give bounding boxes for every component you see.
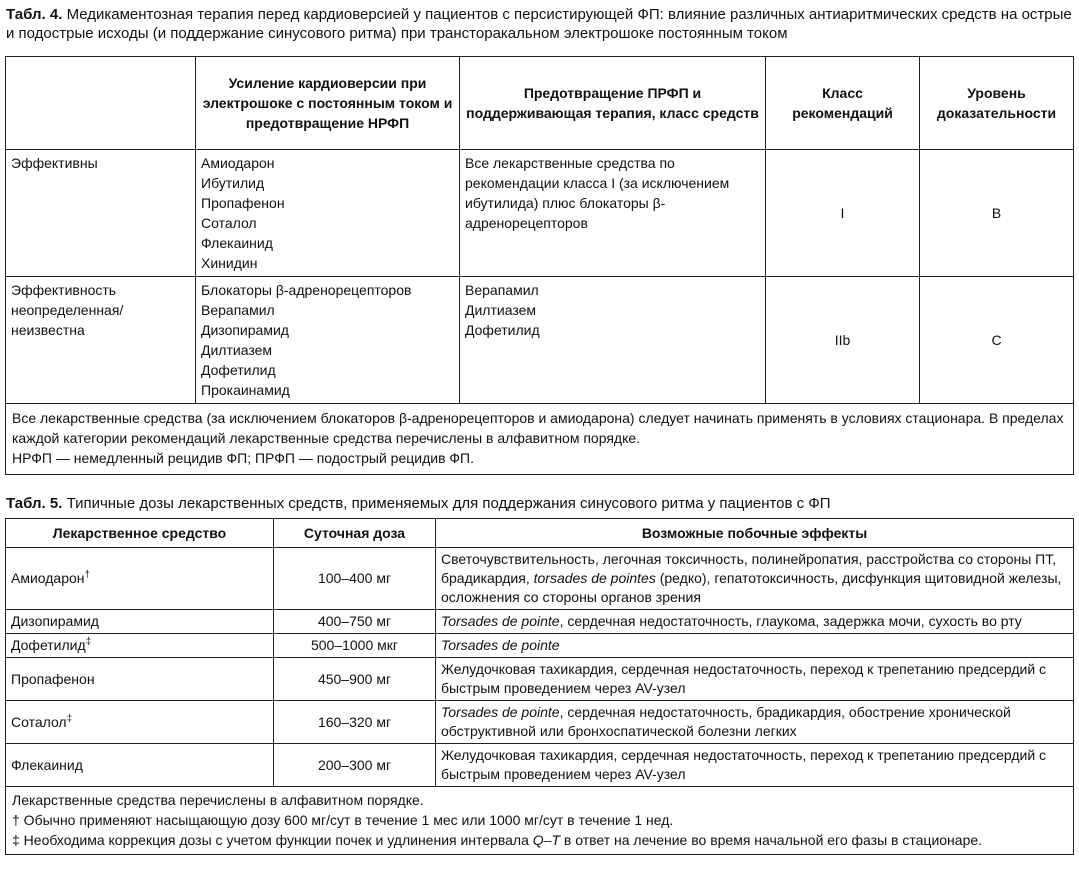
table4-header-class: Класс рекомендаций bbox=[766, 57, 920, 150]
table4-header-level: Уровень доказательности bbox=[920, 57, 1074, 150]
footnote-mark: ‡ bbox=[66, 712, 73, 724]
table4-caption-label: Табл. 4. bbox=[6, 6, 63, 23]
table5-header-drug: Лекарственное средство bbox=[6, 519, 274, 548]
drug-cell bbox=[6, 634, 274, 658]
dose-cell: 160–320 мг bbox=[274, 701, 436, 744]
list-item: Верапамил bbox=[465, 282, 539, 298]
effects-cell bbox=[436, 658, 1074, 701]
table4-note: НРФП — немедленный рецидив ФП; ПРФП — подострый рецидив ФП. bbox=[12, 450, 475, 466]
note-italic: Q–T bbox=[532, 832, 561, 848]
drug-name: Дизопирамид bbox=[11, 613, 99, 629]
table4-notes-row bbox=[6, 404, 1074, 475]
drug-cell bbox=[6, 701, 274, 744]
drug-list bbox=[196, 150, 460, 277]
effects-cell bbox=[436, 548, 1074, 610]
drug-cell bbox=[6, 744, 274, 787]
effects-cell bbox=[436, 634, 1074, 658]
table-row bbox=[6, 548, 1074, 610]
note-text: ‡ Необходима коррекция дозы с учетом функции почек и удлинения интервала bbox=[12, 832, 533, 848]
table4-header-cardioversion: Усиление кардиоверсии при электрошоке с постоянным током и предотвращение НРФП bbox=[196, 57, 460, 150]
table4-notes bbox=[6, 404, 1074, 475]
class-cell: IIb bbox=[766, 277, 920, 404]
table4 bbox=[5, 56, 1074, 475]
table4-note: Все лекарственные средства (за исключением блокаторов β-адренорецепторов и амиодарона) следует начинать применять в условиях стационара. В пределах каждой категории рекомендаций лекарственные средства перечислены в алфавитном порядке. bbox=[12, 410, 1064, 446]
effects-cell bbox=[436, 744, 1074, 787]
drug-name: Флекаинид bbox=[11, 756, 83, 773]
list-item: Соталол bbox=[201, 215, 257, 231]
list-item: Дилтиазем bbox=[465, 302, 537, 318]
effects-text: , сердечная недостаточность, глаукома, задержка мочи, сухость во рту bbox=[559, 613, 1022, 629]
drug-name: Амиодарон bbox=[11, 570, 85, 586]
table-row bbox=[6, 277, 1074, 404]
list-item: Хинидин bbox=[201, 255, 258, 271]
row-label: Эффективность неопределенная/неизвестна bbox=[6, 277, 196, 404]
drug-name: Соталол bbox=[11, 713, 67, 730]
drug-cell bbox=[6, 610, 274, 634]
row-label: Эффективны bbox=[6, 150, 196, 277]
effects-cell bbox=[436, 701, 1074, 744]
level-cell: B bbox=[920, 150, 1074, 277]
prevention-cell: Все лекарственные средства по рекомендации класса I (за исключением ибутилида) плюс блокаторы β-адренорецепторов bbox=[460, 150, 766, 277]
table4-caption-text: Медикаментозная терапия перед кардиоверсией у пациентов с персистирующей ФП: влияние различных антиаритмических средств на острые и подострые исходы (и поддержание синусового ритма) при трансторакальном электрошоке постоянным током bbox=[6, 6, 1072, 42]
list-item: Ибутилид bbox=[201, 175, 265, 191]
table5-header-row bbox=[6, 519, 1074, 548]
list-item: Блокаторы β-адренорецепторов bbox=[201, 282, 412, 298]
table4-caption bbox=[6, 5, 1074, 43]
table-row bbox=[6, 634, 1074, 658]
drug-name: Пропафенон bbox=[11, 670, 95, 687]
drug-name: Дофетилид bbox=[11, 637, 86, 653]
table5-caption-label: Табл. 5. bbox=[6, 495, 63, 512]
table5-caption-text: Типичные дозы лекарственных средств, применяемых для поддержания синусового ритма у пациентов с ФП bbox=[66, 495, 831, 512]
table-row bbox=[6, 610, 1074, 634]
table5-note bbox=[12, 830, 1067, 850]
note-text: в ответ на лечение во время начальной его фазы в стационаре. bbox=[560, 832, 983, 848]
dose-cell: 100–400 мг bbox=[274, 548, 436, 610]
table5-caption bbox=[6, 494, 1074, 513]
dose-cell: 400–750 мг bbox=[274, 610, 436, 634]
table5-note: Лекарственные средства перечислены в алфавитном порядке. bbox=[12, 792, 424, 808]
effects-text: (редко), гепатотоксичность, дисфункция щитовидной железы, осложнения со стороны органов зрения bbox=[441, 570, 1062, 605]
table-row bbox=[6, 658, 1074, 701]
class-cell: I bbox=[766, 150, 920, 277]
table4-header-row bbox=[6, 57, 1074, 150]
table4-header-prevention: Предотвращение ПРФП и поддерживающая терапия, класс средств bbox=[460, 57, 766, 150]
list-item: Дизопирамид bbox=[201, 322, 289, 338]
footnote-mark: † bbox=[84, 569, 91, 581]
table5-notes-row bbox=[6, 787, 1074, 855]
effects-text: , сердечная недостаточность, брадикардия, обострение хронической обструктивной или бронхоспатической болезни легких bbox=[441, 704, 1011, 739]
effects-italic: Torsades de pointe bbox=[441, 637, 560, 653]
dose-cell: 500–1000 мкг bbox=[274, 634, 436, 658]
drug-cell bbox=[6, 658, 274, 701]
prevention-cell bbox=[460, 277, 766, 404]
table5 bbox=[5, 518, 1074, 855]
list-item: Дофетилид bbox=[465, 322, 540, 338]
effects-italic: Torsades de pointe bbox=[441, 704, 560, 720]
list-item: Амиодарон bbox=[201, 155, 275, 171]
effects-text: Желудочковая тахикардия, сердечная недостаточность, переход к трепетанию предсердий с быстрым проведением через AV-узел bbox=[441, 661, 1047, 696]
footnote-mark: ‡ bbox=[85, 636, 92, 648]
drug-list bbox=[196, 277, 460, 404]
effects-text: Желудочковая тахикардия, сердечная недостаточность, переход к трепетанию предсердий с быстрым проведением через AV-узел bbox=[441, 747, 1047, 782]
list-item: Дилтиазем bbox=[201, 342, 273, 358]
dose-cell: 200–300 мг bbox=[274, 744, 436, 787]
effects-cell bbox=[436, 610, 1074, 634]
effects-italic: Torsades de pointe bbox=[441, 613, 560, 629]
effects-text: Светочувствительность, легочная токсичность, полинейропатия, расстройства со стороны ПТ, брадикардия, bbox=[441, 551, 1057, 586]
list-item: Верапамил bbox=[201, 302, 275, 318]
table5-header-effects: Возможные побочные эффекты bbox=[436, 519, 1074, 548]
table-row bbox=[6, 701, 1074, 744]
table-row bbox=[6, 150, 1074, 277]
drug-cell bbox=[6, 548, 274, 610]
list-item: Дофетилид bbox=[201, 362, 276, 378]
list-item: Пропафенон bbox=[201, 195, 285, 211]
table-row bbox=[6, 744, 1074, 787]
table5-note: † Обычно применяют насыщающую дозу 600 мг/сут в течение 1 мес или 1000 мг/сут в течение 1 нед. bbox=[12, 812, 674, 828]
level-cell: C bbox=[920, 277, 1074, 404]
list-item: Прокаинамид bbox=[201, 382, 290, 398]
table4-header-empty bbox=[6, 57, 196, 150]
table5-header-dose: Суточная доза bbox=[274, 519, 436, 548]
effects-italic: torsades de pointes bbox=[533, 570, 656, 586]
list-item: Флекаинид bbox=[201, 235, 273, 251]
dose-cell: 450–900 мг bbox=[274, 658, 436, 701]
table5-notes bbox=[6, 787, 1074, 855]
